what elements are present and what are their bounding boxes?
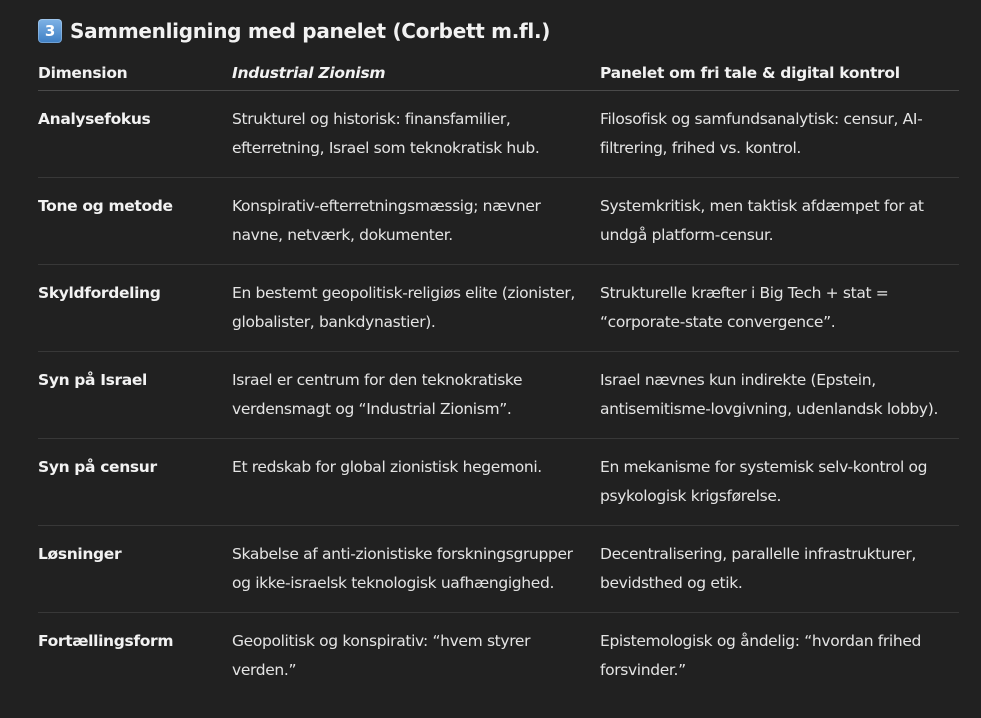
header-industrial-zionism: Industrial Zionism <box>232 56 600 91</box>
row-dimension: Skyldfordeling <box>38 265 232 352</box>
row-industrial-cell: Geopolitisk og konspirativ: “hvem styrer verden.” <box>232 632 531 679</box>
section-title: Sammenligning med panelet (Corbett m.fl.) <box>70 19 551 43</box>
row-dimension: Syn på Israel <box>38 352 232 439</box>
row-dimension: Løsninger <box>38 526 232 613</box>
table-row <box>38 439 959 526</box>
table-row <box>38 91 959 178</box>
row-panel-cell: Epistemologisk og åndelig: “hvordan frihed forsvinder.” <box>600 632 922 679</box>
row-panel-cell: Israel nævnes kun indirekte (Epstein, antisemitisme-lovgivning, udenlandsk lobby). <box>600 352 959 439</box>
row-panel-cell: Decentralisering, parallelle infrastrukturer, bevidsthed og etik. <box>600 526 959 613</box>
row-industrial-cell: Strukturel og historisk: finansfamilier, efterretning, Israel som teknokratisk hub. <box>232 91 600 178</box>
table-header-row <box>38 56 959 91</box>
row-panel-cell: Filosofisk og samfundsanalytisk: censur, AI-filtrering, frihed vs. kontrol. <box>600 91 959 178</box>
section-heading <box>38 16 550 46</box>
row-industrial-cell: Konspirativ-efterretningsmæssig; nævner navne, netværk, dokumenter. <box>232 178 600 265</box>
header-panel: Panelet om fri tale & digital kontrol <box>600 56 959 91</box>
table-row <box>38 352 959 439</box>
row-industrial-cell: En bestemt geopolitisk-religiøs elite (zionister, globalister, bankdynastier). <box>232 265 600 352</box>
row-dimension: Analysefokus <box>38 91 232 178</box>
row-industrial-cell: Israel er centrum for den teknokratiske verdensmagt og “Industrial Zionism”. <box>232 352 600 439</box>
table-row <box>38 178 959 265</box>
table-row <box>38 613 959 700</box>
row-dimension: Syn på censur <box>38 439 232 526</box>
row-panel-cell: Systemkritisk, men taktisk afdæmpet for at undgå platform-censur. <box>600 178 959 265</box>
header-dimension: Dimension <box>38 56 232 91</box>
row-dimension: Fortællingsform <box>38 632 174 650</box>
row-industrial-cell: Et redskab for global zionistisk hegemoni. <box>232 439 600 526</box>
table-row <box>38 526 959 613</box>
keycap-number-icon: 3 <box>38 19 62 43</box>
row-dimension: Tone og metode <box>38 178 232 265</box>
row-panel-cell: Strukturelle kræfter i Big Tech + stat = “corporate-state convergence”. <box>600 265 959 352</box>
row-industrial-cell: Skabelse af anti-zionistiske forskningsgrupper og ikke-israelsk teknologisk uafhængighed. <box>232 526 600 613</box>
row-panel-cell: En mekanisme for systemisk selv-kontrol og psykologisk krigsførelse. <box>600 439 959 526</box>
table-row <box>38 265 959 352</box>
comparison-table <box>38 56 959 699</box>
